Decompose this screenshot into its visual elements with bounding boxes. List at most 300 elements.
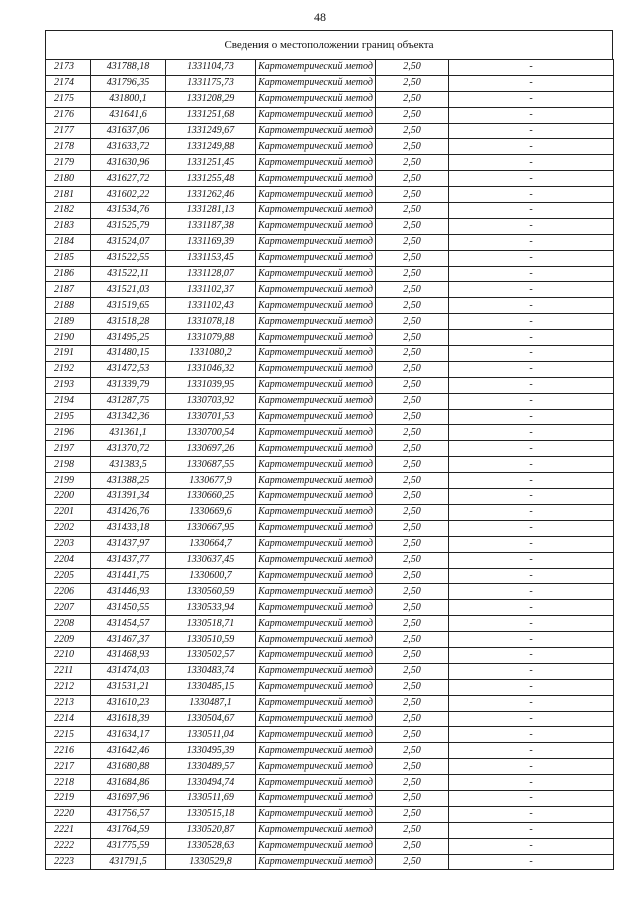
point-number-cell: 2192 xyxy=(46,361,91,377)
method-cell: Картометрический метод xyxy=(256,266,376,282)
accuracy-cell: 2,50 xyxy=(376,854,449,870)
description-cell: - xyxy=(449,616,614,632)
accuracy-cell: 2,50 xyxy=(376,409,449,425)
description-cell: - xyxy=(449,425,614,441)
table-row xyxy=(46,616,614,632)
table-row xyxy=(46,552,614,568)
accuracy-cell: 2,50 xyxy=(376,60,449,76)
x-coordinate-cell: 431633,72 xyxy=(91,139,166,155)
method-cell: Картометрический метод xyxy=(256,155,376,171)
accuracy-cell: 2,50 xyxy=(376,361,449,377)
accuracy-cell: 2,50 xyxy=(376,75,449,91)
accuracy-cell: 2,50 xyxy=(376,806,449,822)
description-cell: - xyxy=(449,838,614,854)
y-coordinate-cell: 1331262,46 xyxy=(166,187,256,203)
x-coordinate-cell: 431339,79 xyxy=(91,377,166,393)
y-coordinate-cell: 1330701,53 xyxy=(166,409,256,425)
x-coordinate-cell: 431791,5 xyxy=(91,854,166,870)
x-coordinate-cell: 431519,65 xyxy=(91,298,166,314)
x-coordinate-cell: 431756,57 xyxy=(91,806,166,822)
x-coordinate-cell: 431521,03 xyxy=(91,282,166,298)
x-coordinate-cell: 431642,46 xyxy=(91,743,166,759)
point-number-cell: 2203 xyxy=(46,536,91,552)
y-coordinate-cell: 1331078,18 xyxy=(166,314,256,330)
coordinates-table xyxy=(45,59,614,870)
description-cell: - xyxy=(449,711,614,727)
point-number-cell: 2211 xyxy=(46,663,91,679)
x-coordinate-cell: 431630,96 xyxy=(91,155,166,171)
table-row xyxy=(46,520,614,536)
description-cell: - xyxy=(449,75,614,91)
table-row xyxy=(46,314,614,330)
table-row xyxy=(46,75,614,91)
y-coordinate-cell: 1331175,73 xyxy=(166,75,256,91)
x-coordinate-cell: 431641,6 xyxy=(91,107,166,123)
y-coordinate-cell: 1330677,9 xyxy=(166,473,256,489)
description-cell: - xyxy=(449,822,614,838)
x-coordinate-cell: 431391,34 xyxy=(91,489,166,505)
y-coordinate-cell: 1330703,92 xyxy=(166,393,256,409)
method-cell: Картометрический метод xyxy=(256,377,376,393)
accuracy-cell: 2,50 xyxy=(376,759,449,775)
description-cell: - xyxy=(449,473,614,489)
accuracy-cell: 2,50 xyxy=(376,568,449,584)
description-cell: - xyxy=(449,187,614,203)
description-cell: - xyxy=(449,393,614,409)
x-coordinate-cell: 431680,88 xyxy=(91,759,166,775)
y-coordinate-cell: 1331281,13 xyxy=(166,203,256,219)
table-row xyxy=(46,838,614,854)
point-number-cell: 2220 xyxy=(46,806,91,822)
point-number-cell: 2187 xyxy=(46,282,91,298)
table-row xyxy=(46,139,614,155)
table-row xyxy=(46,727,614,743)
accuracy-cell: 2,50 xyxy=(376,775,449,791)
description-cell: - xyxy=(449,266,614,282)
y-coordinate-cell: 1331046,32 xyxy=(166,361,256,377)
y-coordinate-cell: 1330637,45 xyxy=(166,552,256,568)
description-cell: - xyxy=(449,171,614,187)
method-cell: Картометрический метод xyxy=(256,203,376,219)
method-cell: Картометрический метод xyxy=(256,822,376,838)
table-row xyxy=(46,600,614,616)
y-coordinate-cell: 1330528,63 xyxy=(166,838,256,854)
y-coordinate-cell: 1330494,74 xyxy=(166,775,256,791)
y-coordinate-cell: 1330495,39 xyxy=(166,743,256,759)
description-cell: - xyxy=(449,457,614,473)
point-number-cell: 2206 xyxy=(46,584,91,600)
method-cell: Картометрический метод xyxy=(256,584,376,600)
method-cell: Картометрический метод xyxy=(256,187,376,203)
description-cell: - xyxy=(449,759,614,775)
y-coordinate-cell: 1330502,57 xyxy=(166,647,256,663)
point-number-cell: 2217 xyxy=(46,759,91,775)
point-number-cell: 2202 xyxy=(46,520,91,536)
method-cell: Картометрический метод xyxy=(256,790,376,806)
table-row xyxy=(46,377,614,393)
method-cell: Картометрический метод xyxy=(256,568,376,584)
accuracy-cell: 2,50 xyxy=(376,711,449,727)
description-cell: - xyxy=(449,632,614,648)
description-cell: - xyxy=(449,218,614,234)
point-number-cell: 2196 xyxy=(46,425,91,441)
x-coordinate-cell: 431450,55 xyxy=(91,600,166,616)
accuracy-cell: 2,50 xyxy=(376,314,449,330)
table-row xyxy=(46,234,614,250)
description-cell: - xyxy=(449,489,614,505)
point-number-cell: 2210 xyxy=(46,647,91,663)
y-coordinate-cell: 1331251,45 xyxy=(166,155,256,171)
accuracy-cell: 2,50 xyxy=(376,393,449,409)
point-number-cell: 2200 xyxy=(46,489,91,505)
point-number-cell: 2218 xyxy=(46,775,91,791)
method-cell: Картометрический метод xyxy=(256,91,376,107)
accuracy-cell: 2,50 xyxy=(376,838,449,854)
x-coordinate-cell: 431684,86 xyxy=(91,775,166,791)
y-coordinate-cell: 1331187,38 xyxy=(166,218,256,234)
method-cell: Картометрический метод xyxy=(256,504,376,520)
y-coordinate-cell: 1330600,7 xyxy=(166,568,256,584)
method-cell: Картометрический метод xyxy=(256,409,376,425)
table-row xyxy=(46,775,614,791)
point-number-cell: 2212 xyxy=(46,679,91,695)
x-coordinate-cell: 431472,53 xyxy=(91,361,166,377)
y-coordinate-cell: 1330669,6 xyxy=(166,504,256,520)
table-row xyxy=(46,218,614,234)
x-coordinate-cell: 431454,57 xyxy=(91,616,166,632)
accuracy-cell: 2,50 xyxy=(376,695,449,711)
point-number-cell: 2208 xyxy=(46,616,91,632)
description-cell: - xyxy=(449,234,614,250)
table-row xyxy=(46,663,614,679)
accuracy-cell: 2,50 xyxy=(376,647,449,663)
table-row xyxy=(46,473,614,489)
point-number-cell: 2177 xyxy=(46,123,91,139)
point-number-cell: 2223 xyxy=(46,854,91,870)
table-row xyxy=(46,806,614,822)
description-cell: - xyxy=(449,441,614,457)
y-coordinate-cell: 1331104,73 xyxy=(166,60,256,76)
x-coordinate-cell: 431474,03 xyxy=(91,663,166,679)
y-coordinate-cell: 1330700,54 xyxy=(166,425,256,441)
method-cell: Картометрический метод xyxy=(256,679,376,695)
y-coordinate-cell: 1330518,71 xyxy=(166,616,256,632)
point-number-cell: 2179 xyxy=(46,155,91,171)
x-coordinate-cell: 431467,37 xyxy=(91,632,166,648)
y-coordinate-cell: 1330520,87 xyxy=(166,822,256,838)
point-number-cell: 2182 xyxy=(46,203,91,219)
method-cell: Картометрический метод xyxy=(256,123,376,139)
description-cell: - xyxy=(449,250,614,266)
description-cell: - xyxy=(449,504,614,520)
table-title: Сведения о местоположении границ объекта xyxy=(45,30,613,59)
table-row xyxy=(46,123,614,139)
point-number-cell: 2216 xyxy=(46,743,91,759)
point-number-cell: 2175 xyxy=(46,91,91,107)
point-number-cell: 2205 xyxy=(46,568,91,584)
y-coordinate-cell: 1330489,57 xyxy=(166,759,256,775)
point-number-cell: 2222 xyxy=(46,838,91,854)
x-coordinate-cell: 431437,97 xyxy=(91,536,166,552)
table-row xyxy=(46,60,614,76)
table-row xyxy=(46,282,614,298)
point-number-cell: 2193 xyxy=(46,377,91,393)
x-coordinate-cell: 431287,75 xyxy=(91,393,166,409)
method-cell: Картометрический метод xyxy=(256,473,376,489)
accuracy-cell: 2,50 xyxy=(376,266,449,282)
x-coordinate-cell: 431468,93 xyxy=(91,647,166,663)
table-row xyxy=(46,695,614,711)
method-cell: Картометрический метод xyxy=(256,330,376,346)
accuracy-cell: 2,50 xyxy=(376,155,449,171)
point-number-cell: 2188 xyxy=(46,298,91,314)
accuracy-cell: 2,50 xyxy=(376,584,449,600)
accuracy-cell: 2,50 xyxy=(376,790,449,806)
y-coordinate-cell: 1331102,43 xyxy=(166,298,256,314)
method-cell: Картометрический метод xyxy=(256,854,376,870)
y-coordinate-cell: 1331039,95 xyxy=(166,377,256,393)
y-coordinate-cell: 1331102,37 xyxy=(166,282,256,298)
accuracy-cell: 2,50 xyxy=(376,441,449,457)
description-cell: - xyxy=(449,806,614,822)
table-row xyxy=(46,171,614,187)
point-number-cell: 2180 xyxy=(46,171,91,187)
y-coordinate-cell: 1330660,25 xyxy=(166,489,256,505)
accuracy-cell: 2,50 xyxy=(376,600,449,616)
description-cell: - xyxy=(449,298,614,314)
method-cell: Картометрический метод xyxy=(256,425,376,441)
point-number-cell: 2181 xyxy=(46,187,91,203)
table-row xyxy=(46,536,614,552)
x-coordinate-cell: 431441,75 xyxy=(91,568,166,584)
x-coordinate-cell: 431433,18 xyxy=(91,520,166,536)
description-cell: - xyxy=(449,790,614,806)
boundary-table-frame xyxy=(45,30,613,870)
method-cell: Картометрический метод xyxy=(256,361,376,377)
description-cell: - xyxy=(449,727,614,743)
y-coordinate-cell: 1330515,18 xyxy=(166,806,256,822)
y-coordinate-cell: 1330667,95 xyxy=(166,520,256,536)
x-coordinate-cell: 431764,59 xyxy=(91,822,166,838)
x-coordinate-cell: 431697,96 xyxy=(91,790,166,806)
y-coordinate-cell: 1330510,59 xyxy=(166,632,256,648)
y-coordinate-cell: 1330664,7 xyxy=(166,536,256,552)
table-row xyxy=(46,441,614,457)
method-cell: Картометрический метод xyxy=(256,838,376,854)
x-coordinate-cell: 431522,11 xyxy=(91,266,166,282)
method-cell: Картометрический метод xyxy=(256,806,376,822)
y-coordinate-cell: 1330533,94 xyxy=(166,600,256,616)
description-cell: - xyxy=(449,203,614,219)
table-row xyxy=(46,457,614,473)
method-cell: Картометрический метод xyxy=(256,632,376,648)
table-row xyxy=(46,568,614,584)
table-row xyxy=(46,822,614,838)
y-coordinate-cell: 1331249,88 xyxy=(166,139,256,155)
point-number-cell: 2219 xyxy=(46,790,91,806)
accuracy-cell: 2,50 xyxy=(376,727,449,743)
method-cell: Картометрический метод xyxy=(256,171,376,187)
accuracy-cell: 2,50 xyxy=(376,473,449,489)
accuracy-cell: 2,50 xyxy=(376,250,449,266)
point-number-cell: 2191 xyxy=(46,346,91,362)
accuracy-cell: 2,50 xyxy=(376,218,449,234)
method-cell: Картометрический метод xyxy=(256,727,376,743)
description-cell: - xyxy=(449,695,614,711)
y-coordinate-cell: 1330687,55 xyxy=(166,457,256,473)
table-row xyxy=(46,679,614,695)
y-coordinate-cell: 1330697,26 xyxy=(166,441,256,457)
accuracy-cell: 2,50 xyxy=(376,330,449,346)
accuracy-cell: 2,50 xyxy=(376,107,449,123)
table-row xyxy=(46,346,614,362)
y-coordinate-cell: 1331169,39 xyxy=(166,234,256,250)
y-coordinate-cell: 1331128,07 xyxy=(166,266,256,282)
point-number-cell: 2173 xyxy=(46,60,91,76)
method-cell: Картометрический метод xyxy=(256,457,376,473)
method-cell: Картометрический метод xyxy=(256,139,376,155)
x-coordinate-cell: 431627,72 xyxy=(91,171,166,187)
table-row xyxy=(46,854,614,870)
accuracy-cell: 2,50 xyxy=(376,346,449,362)
x-coordinate-cell: 431480,15 xyxy=(91,346,166,362)
description-cell: - xyxy=(449,107,614,123)
accuracy-cell: 2,50 xyxy=(376,234,449,250)
x-coordinate-cell: 431524,07 xyxy=(91,234,166,250)
description-cell: - xyxy=(449,91,614,107)
table-row xyxy=(46,790,614,806)
description-cell: - xyxy=(449,552,614,568)
y-coordinate-cell: 1331153,45 xyxy=(166,250,256,266)
table-row xyxy=(46,91,614,107)
accuracy-cell: 2,50 xyxy=(376,632,449,648)
method-cell: Картометрический метод xyxy=(256,250,376,266)
y-coordinate-cell: 1330485,15 xyxy=(166,679,256,695)
x-coordinate-cell: 431634,17 xyxy=(91,727,166,743)
point-number-cell: 2184 xyxy=(46,234,91,250)
description-cell: - xyxy=(449,155,614,171)
x-coordinate-cell: 431534,76 xyxy=(91,203,166,219)
accuracy-cell: 2,50 xyxy=(376,298,449,314)
point-number-cell: 2189 xyxy=(46,314,91,330)
page-number: 48 xyxy=(314,10,326,24)
point-number-cell: 2186 xyxy=(46,266,91,282)
y-coordinate-cell: 1330487,1 xyxy=(166,695,256,711)
point-number-cell: 2176 xyxy=(46,107,91,123)
y-coordinate-cell: 1331249,67 xyxy=(166,123,256,139)
point-number-cell: 2221 xyxy=(46,822,91,838)
method-cell: Картометрический метод xyxy=(256,298,376,314)
description-cell: - xyxy=(449,536,614,552)
accuracy-cell: 2,50 xyxy=(376,282,449,298)
accuracy-cell: 2,50 xyxy=(376,679,449,695)
accuracy-cell: 2,50 xyxy=(376,425,449,441)
x-coordinate-cell: 431775,59 xyxy=(91,838,166,854)
accuracy-cell: 2,50 xyxy=(376,616,449,632)
method-cell: Картометрический метод xyxy=(256,536,376,552)
accuracy-cell: 2,50 xyxy=(376,822,449,838)
method-cell: Картометрический метод xyxy=(256,489,376,505)
method-cell: Картометрический метод xyxy=(256,60,376,76)
point-number-cell: 2190 xyxy=(46,330,91,346)
table-row xyxy=(46,584,614,600)
y-coordinate-cell: 1330511,69 xyxy=(166,790,256,806)
x-coordinate-cell: 431342,36 xyxy=(91,409,166,425)
x-coordinate-cell: 431361,1 xyxy=(91,425,166,441)
method-cell: Картометрический метод xyxy=(256,282,376,298)
accuracy-cell: 2,50 xyxy=(376,663,449,679)
x-coordinate-cell: 431602,22 xyxy=(91,187,166,203)
x-coordinate-cell: 431525,79 xyxy=(91,218,166,234)
point-number-cell: 2201 xyxy=(46,504,91,520)
table-row xyxy=(46,393,614,409)
point-number-cell: 2215 xyxy=(46,727,91,743)
description-cell: - xyxy=(449,139,614,155)
description-cell: - xyxy=(449,282,614,298)
description-cell: - xyxy=(449,775,614,791)
method-cell: Картометрический метод xyxy=(256,600,376,616)
method-cell: Картометрический метод xyxy=(256,107,376,123)
accuracy-cell: 2,50 xyxy=(376,457,449,473)
table-row xyxy=(46,409,614,425)
method-cell: Картометрический метод xyxy=(256,393,376,409)
method-cell: Картометрический метод xyxy=(256,616,376,632)
method-cell: Картометрический метод xyxy=(256,775,376,791)
y-coordinate-cell: 1330511,04 xyxy=(166,727,256,743)
point-number-cell: 2204 xyxy=(46,552,91,568)
description-cell: - xyxy=(449,584,614,600)
method-cell: Картометрический метод xyxy=(256,520,376,536)
method-cell: Картометрический метод xyxy=(256,695,376,711)
accuracy-cell: 2,50 xyxy=(376,377,449,393)
method-cell: Картометрический метод xyxy=(256,663,376,679)
point-number-cell: 2183 xyxy=(46,218,91,234)
table-row xyxy=(46,647,614,663)
accuracy-cell: 2,50 xyxy=(376,504,449,520)
x-coordinate-cell: 431426,76 xyxy=(91,504,166,520)
table-row xyxy=(46,425,614,441)
accuracy-cell: 2,50 xyxy=(376,171,449,187)
y-coordinate-cell: 1330483,74 xyxy=(166,663,256,679)
point-number-cell: 2214 xyxy=(46,711,91,727)
table-row xyxy=(46,266,614,282)
point-number-cell: 2178 xyxy=(46,139,91,155)
method-cell: Картометрический метод xyxy=(256,218,376,234)
accuracy-cell: 2,50 xyxy=(376,123,449,139)
description-cell: - xyxy=(449,743,614,759)
description-cell: - xyxy=(449,854,614,870)
table-row xyxy=(46,330,614,346)
y-coordinate-cell: 1331079,88 xyxy=(166,330,256,346)
table-row xyxy=(46,632,614,648)
table-row xyxy=(46,743,614,759)
point-number-cell: 2213 xyxy=(46,695,91,711)
x-coordinate-cell: 431446,93 xyxy=(91,584,166,600)
x-coordinate-cell: 431800,1 xyxy=(91,91,166,107)
x-coordinate-cell: 431518,28 xyxy=(91,314,166,330)
description-cell: - xyxy=(449,663,614,679)
point-number-cell: 2198 xyxy=(46,457,91,473)
point-number-cell: 2207 xyxy=(46,600,91,616)
y-coordinate-cell: 1330560,59 xyxy=(166,584,256,600)
accuracy-cell: 2,50 xyxy=(376,91,449,107)
point-number-cell: 2194 xyxy=(46,393,91,409)
accuracy-cell: 2,50 xyxy=(376,203,449,219)
y-coordinate-cell: 1330529,8 xyxy=(166,854,256,870)
x-coordinate-cell: 431531,21 xyxy=(91,679,166,695)
accuracy-cell: 2,50 xyxy=(376,552,449,568)
y-coordinate-cell: 1331080,2 xyxy=(166,346,256,362)
